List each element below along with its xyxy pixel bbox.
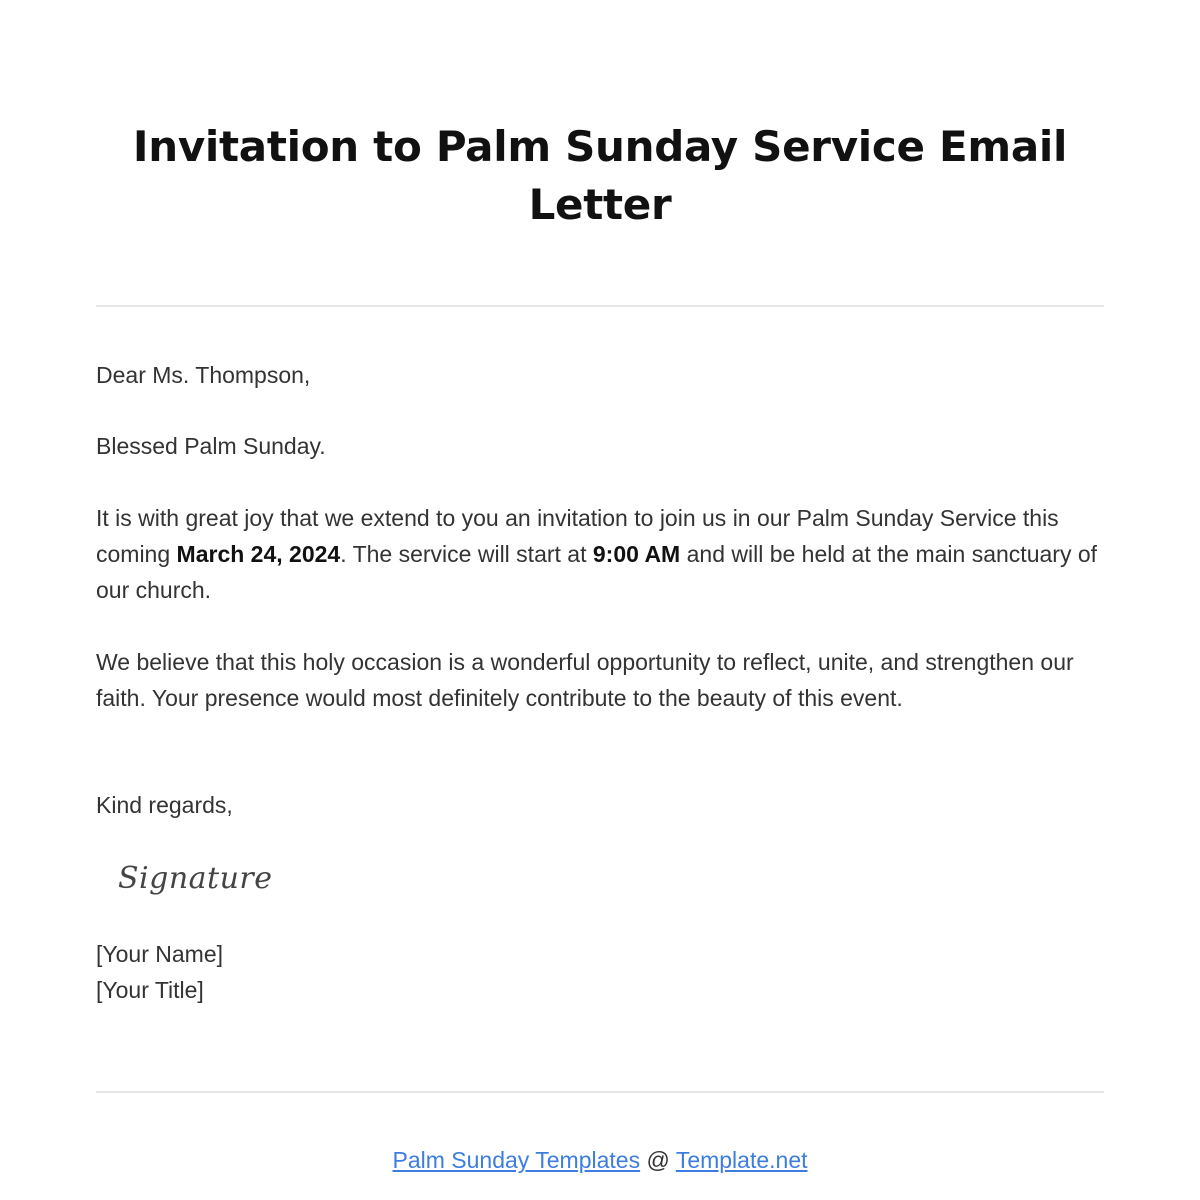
sender-title: [Your Title]: [96, 977, 204, 1003]
paragraph-occasion: We believe that this holy occasion is a wonderful opportunity to reflect, unite, and strengthen our faith. Your presence would most definitely contribute to the beauty of this event.: [96, 649, 1074, 711]
top-divider: [96, 305, 1104, 307]
paragraph-invitation: [96, 500, 1104, 608]
footer-separator: @: [640, 1147, 676, 1173]
page-title: Invitation to Palm Sunday Service Email Letter: [132, 122, 1068, 229]
paragraph-invitation-text-2: . The service will start at: [340, 541, 593, 567]
closing-line: Kind regards,: [96, 792, 233, 818]
greeting: Dear Ms. Thompson,: [96, 362, 311, 388]
blessing-line: Blessed Palm Sunday.: [96, 433, 326, 459]
template-net-link[interactable]: Template.net: [675, 1147, 808, 1173]
sender-name: [Your Name]: [96, 941, 223, 967]
signature-image: Signature: [118, 861, 273, 896]
service-date: March 24, 2024: [176, 541, 341, 567]
sender-block: [96, 936, 1104, 1008]
footer: [96, 1144, 1104, 1176]
palm-sunday-templates-link[interactable]: Palm Sunday Templates: [392, 1147, 641, 1173]
service-time: 9:00 AM: [592, 541, 681, 567]
paragraph-invitation-text-3: and will be held at the main sanctuary of our church.: [96, 541, 1098, 603]
paragraph-invitation-text-1: It is with great joy that we extend to you an invitation to join us in our Palm Sunday Service this coming: [96, 505, 1059, 567]
bottom-divider: [96, 1091, 1104, 1093]
